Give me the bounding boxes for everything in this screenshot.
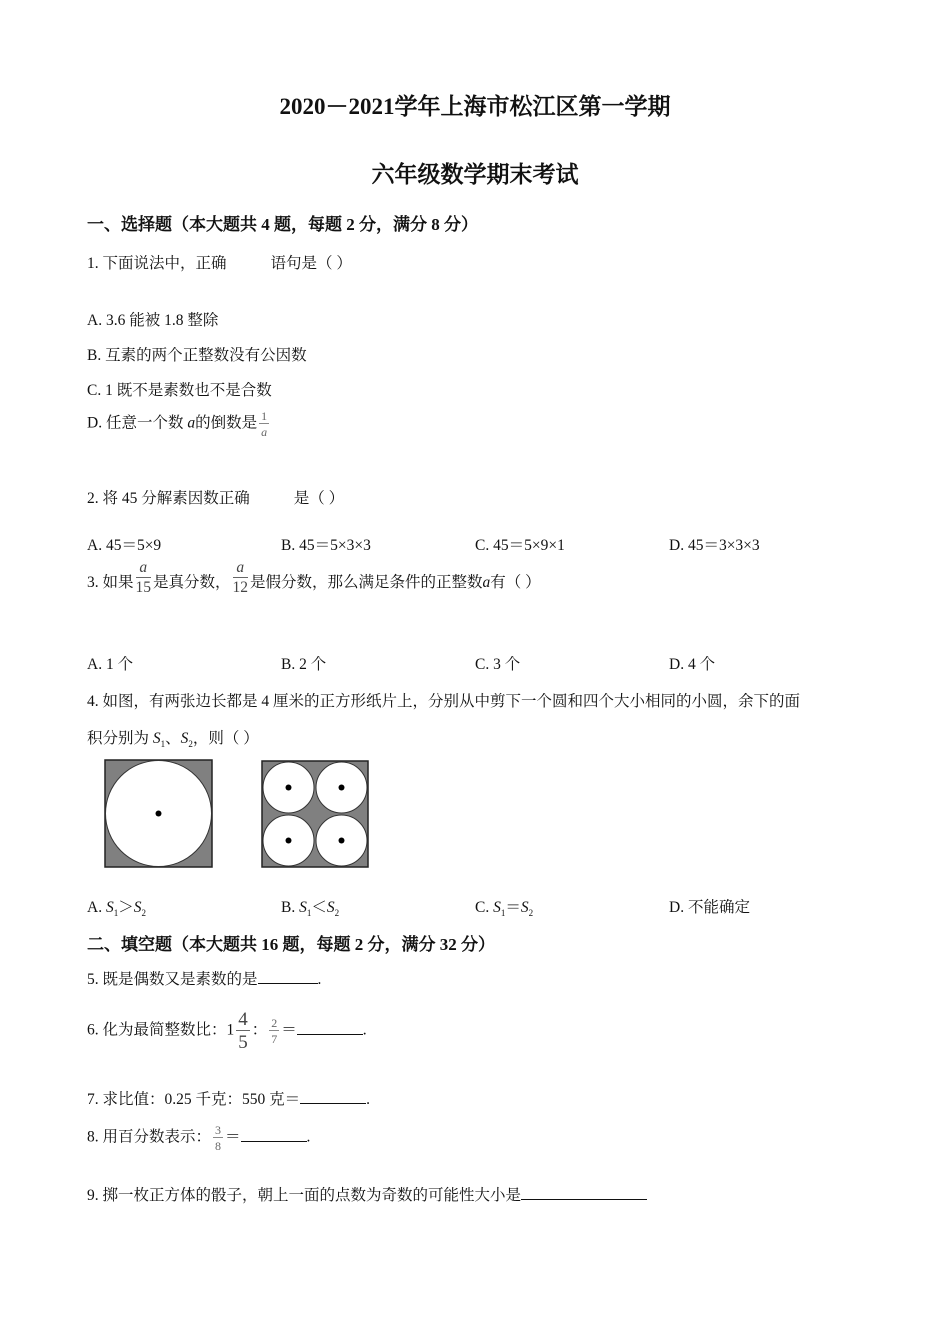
q1-option-d-text: D. 任意一个数 bbox=[87, 414, 184, 432]
relation: ＜ bbox=[311, 899, 327, 916]
question-1-stem bbox=[87, 251, 352, 273]
q3-option-c: C. 3 个 bbox=[475, 656, 521, 673]
section-heading-fill-blank: 二、填空题（本大题共 16 题，每题 2 分，满分 32 分） bbox=[87, 935, 495, 954]
q8-fraction bbox=[213, 1124, 223, 1152]
q1-option-d-fraction bbox=[259, 410, 269, 438]
s-var: S bbox=[299, 899, 307, 916]
question-7 bbox=[87, 1087, 370, 1109]
q6-answer-blank[interactable] bbox=[297, 1020, 363, 1035]
q1-option-c: C. 1 既不是素数也不是合数 bbox=[87, 382, 272, 399]
q1-stem-b: 语句是（ ） bbox=[270, 255, 352, 272]
q4-sub1: 1 bbox=[160, 739, 166, 750]
q1-option-d bbox=[87, 410, 271, 438]
q3-option-b: B. 2 个 bbox=[281, 656, 327, 673]
sub: 1 bbox=[306, 908, 312, 919]
sub: 2 bbox=[141, 908, 146, 919]
frac-num: a bbox=[233, 560, 249, 578]
q3-option-d: D. 4 个 bbox=[669, 656, 716, 673]
frac-num: 3 bbox=[215, 1123, 222, 1137]
s-var: S bbox=[326, 899, 335, 916]
q3-end: 有（ ） bbox=[490, 574, 541, 592]
q6-colon: ： bbox=[251, 1021, 268, 1039]
q3-fraction-2 bbox=[233, 560, 249, 595]
q1-option-b: B. 互素的两个正整数没有公因数 bbox=[87, 347, 307, 364]
q5-answer-blank[interactable] bbox=[258, 969, 318, 984]
question-3-stem bbox=[87, 559, 541, 601]
q4-line2-b: ，则（ ） bbox=[192, 730, 259, 747]
q2-option-d: D. 45＝3×3×3 bbox=[669, 537, 760, 554]
q3-fraction-1 bbox=[136, 560, 152, 595]
q4-s2: S bbox=[180, 730, 189, 747]
question-4-line-1: 4. 如图，有两张边长都是 4 厘米的正方形纸片上，分别从中剪下一个圆和四个大小相同的小圆，余下的面 bbox=[87, 693, 801, 710]
q4-option-a bbox=[87, 895, 146, 918]
figure-square-four-circles bbox=[261, 760, 371, 870]
frac-num: 2 bbox=[271, 1016, 278, 1030]
opt-prefix: C. bbox=[475, 899, 494, 916]
s-var: S bbox=[520, 899, 529, 916]
page-subtitle: 六年级数学期末考试 bbox=[371, 162, 579, 187]
section-heading-choice: 一、选择题（本大题共 4 题，每题 2 分，满分 8 分） bbox=[87, 215, 478, 234]
page-title: 2020－2021学年上海市松江区第一学期 bbox=[279, 94, 671, 119]
frac-den: 5 bbox=[238, 1032, 248, 1053]
frac-num: 1 bbox=[261, 409, 268, 423]
opt-prefix: B. bbox=[281, 899, 300, 916]
relation: ＝ bbox=[505, 899, 521, 916]
q6-fraction-2 bbox=[269, 1017, 279, 1045]
frac-num: a bbox=[136, 560, 152, 578]
question-5 bbox=[87, 967, 321, 989]
q4-option-b bbox=[281, 895, 339, 918]
q9-text: 9. 掷一枚正方体的骰子，朝上一面的点数为奇数的可能性大小是 bbox=[87, 1187, 522, 1204]
q2-stem-b: 是（ ） bbox=[293, 490, 345, 507]
q6-eq: ＝ bbox=[281, 1021, 297, 1039]
frac-den: 12 bbox=[232, 578, 249, 596]
frac-den: 7 bbox=[271, 1032, 278, 1046]
q4-s1: S bbox=[152, 730, 161, 747]
question-9 bbox=[87, 1183, 647, 1205]
q7-end: . bbox=[366, 1091, 371, 1108]
q3-tail: 是假分数，那么满足条件的正整数 bbox=[250, 574, 483, 592]
q2-option-b: B. 45＝5×3×3 bbox=[281, 537, 371, 554]
sub: 2 bbox=[334, 908, 340, 919]
q8-text: 8. 用百分数表示： bbox=[87, 1128, 212, 1146]
q4-sub2: 2 bbox=[188, 739, 193, 750]
s-var: S bbox=[493, 899, 501, 916]
question-2-stem bbox=[87, 486, 344, 508]
q7-answer-blank[interactable] bbox=[300, 1089, 366, 1104]
opt-prefix: A. bbox=[87, 899, 106, 916]
q3-mid: 是真分数， bbox=[153, 574, 231, 592]
figure-square-one-circle bbox=[104, 759, 214, 869]
q2-option-c: C. 45＝5×9×1 bbox=[475, 537, 565, 554]
question-4-line-2 bbox=[87, 726, 259, 749]
q6-end: . bbox=[362, 1021, 367, 1039]
q3-prefix: 3. 如果 bbox=[87, 574, 134, 592]
q3-var: a bbox=[482, 574, 491, 592]
sub: 2 bbox=[528, 908, 534, 919]
frac-den: 15 bbox=[135, 578, 152, 596]
q1-option-a: A. 3.6 能被 1.8 整除 bbox=[87, 312, 219, 329]
q4-line2-a: 积分别为 bbox=[87, 730, 153, 747]
q8-end: . bbox=[306, 1128, 311, 1146]
q9-answer-blank[interactable] bbox=[521, 1185, 647, 1200]
q8-answer-blank[interactable] bbox=[241, 1127, 307, 1142]
s-var: S bbox=[133, 899, 142, 916]
q4-option-d: D. 不能确定 bbox=[669, 899, 750, 916]
q1-stem-a: 1. 下面说法中，正确 bbox=[87, 255, 227, 272]
q2-option-a: A. 45＝5×9 bbox=[87, 537, 162, 554]
sub: 1 bbox=[500, 908, 506, 919]
s-var: S bbox=[105, 899, 114, 916]
frac-den: a bbox=[261, 425, 268, 439]
q7-text: 7. 求比值：0.25 千克：550 克＝ bbox=[87, 1091, 301, 1108]
q1-option-d-tail: 的倒数是 bbox=[195, 414, 258, 432]
q5-text: 5. 既是偶数又是素数的是 bbox=[87, 971, 258, 988]
frac-den: 8 bbox=[215, 1139, 222, 1153]
q8-eq: ＝ bbox=[225, 1128, 241, 1146]
q6-fraction-1 bbox=[236, 1010, 250, 1052]
q1-option-d-var: a bbox=[187, 414, 196, 432]
q4-sep: 、 bbox=[165, 730, 181, 747]
question-6 bbox=[87, 1010, 367, 1052]
q4-option-c bbox=[475, 895, 533, 918]
sub: 1 bbox=[113, 908, 119, 919]
relation: ＞ bbox=[118, 899, 134, 916]
q5-end: . bbox=[317, 971, 322, 988]
q3-option-a: A. 1 个 bbox=[87, 656, 134, 673]
q2-stem-a: 2. 将 45 分解素因数正确 bbox=[87, 490, 250, 507]
frac-num: 4 bbox=[238, 1009, 248, 1030]
question-8 bbox=[87, 1124, 310, 1152]
q6-text: 6. 化为最简整数比：1 bbox=[87, 1021, 235, 1039]
